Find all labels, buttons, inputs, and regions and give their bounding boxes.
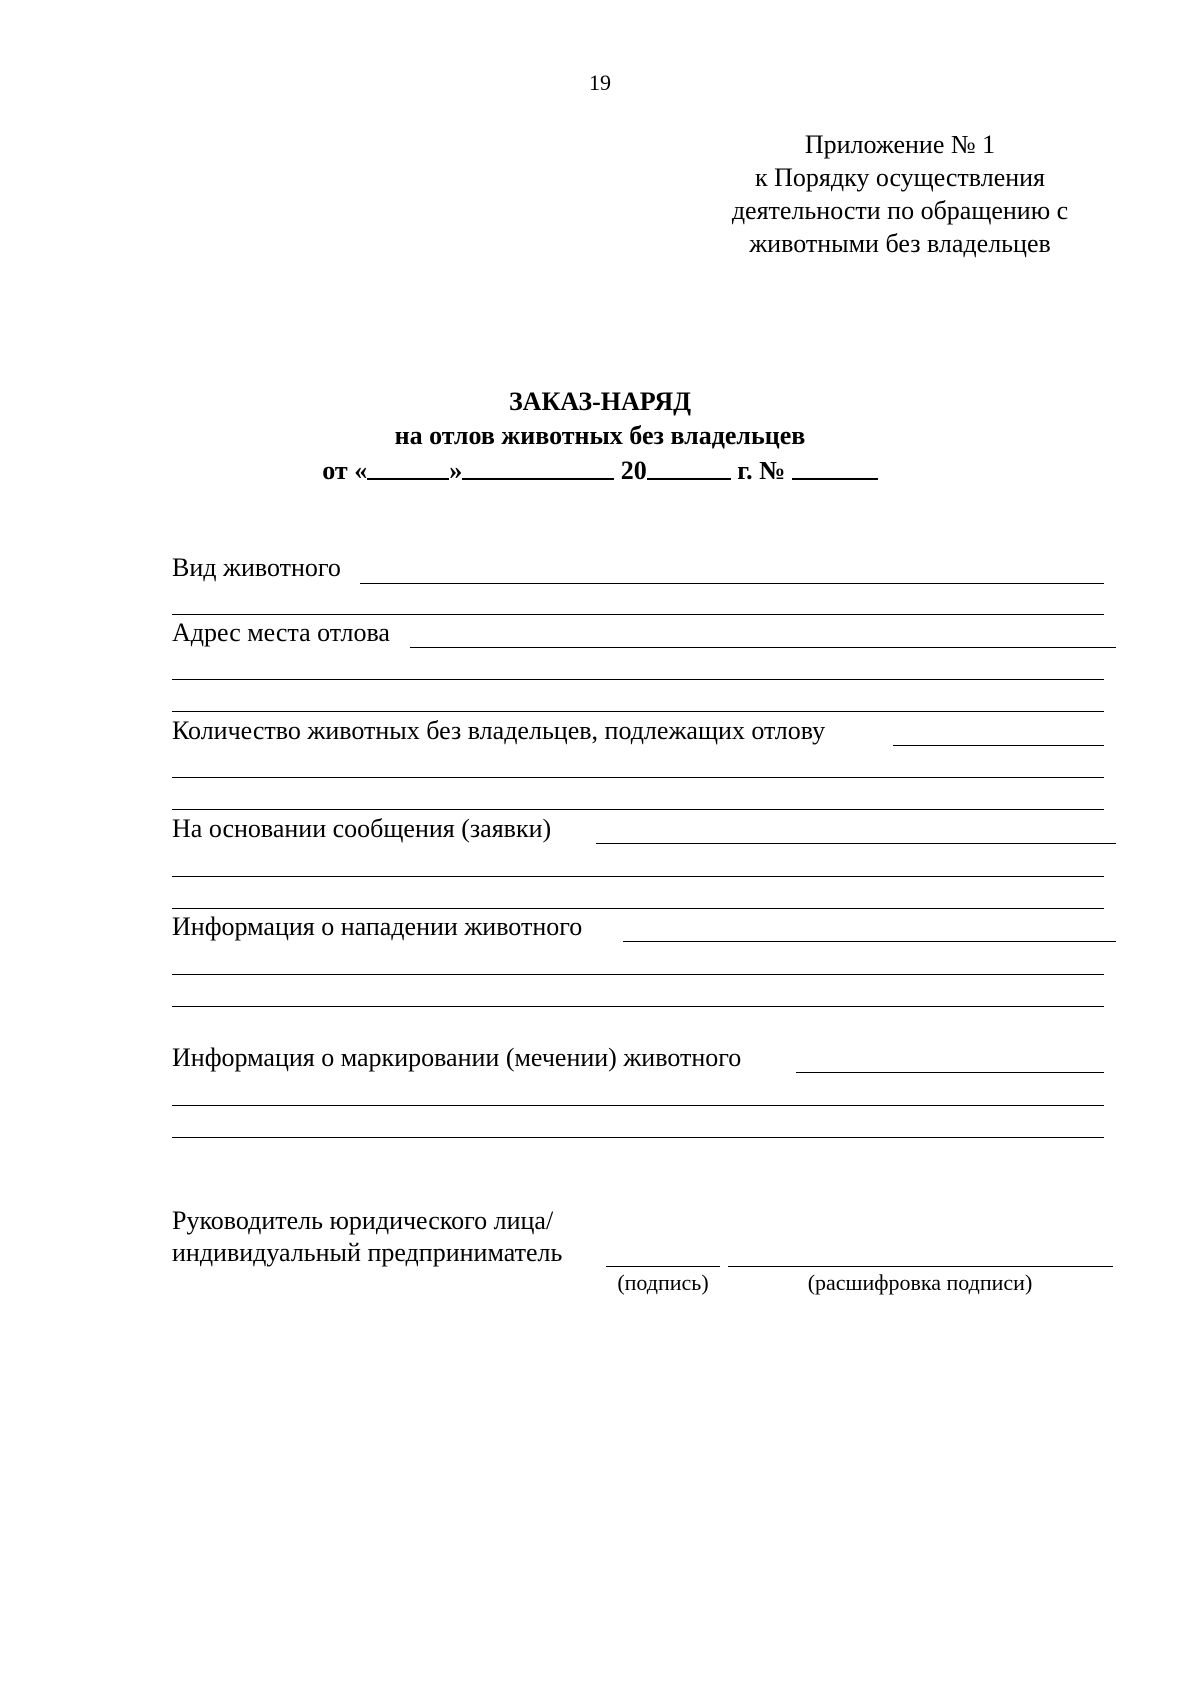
animal-count-extra-line[interactable] [172,809,1104,810]
field-label: Информация о маркировании (мечении) животного [172,1043,742,1072]
document-title: ЗАКАЗ-НАРЯД [508,387,692,416]
appendix-line: Приложение № 1 [804,130,996,159]
attack-info-extra-line[interactable] [172,1006,1104,1007]
attack-info-extra-line[interactable] [172,974,1104,975]
signature-caption: (подпись) [617,1270,709,1295]
appendix-line: животными без владельцев [749,229,1051,258]
field-capture-address [172,618,390,648]
capture-address-extra-line[interactable] [172,679,1104,680]
capture-address-extra-line[interactable] [172,711,1104,712]
date-mid: » [449,456,463,485]
document-date-line [0,454,1200,486]
marking-info-input-line[interactable] [796,1072,1104,1073]
field-attack-info [172,912,582,942]
marking-info-extra-line[interactable] [172,1105,1104,1106]
document-subtitle: на отлов животных без владельцев [394,421,806,450]
field-label: На основании сообщения (заявки) [172,814,552,843]
appendix-line: деятельности по обращению с [731,196,1069,225]
capture-address-input-line[interactable] [410,647,1116,648]
signature-decoding-input-line[interactable] [728,1266,1113,1267]
field-label: Адрес места отлова [172,618,390,647]
request-basis-input-line[interactable] [596,843,1116,844]
field-label: Информация о нападении животного [172,912,583,941]
year-suffix: г. № [737,456,786,485]
request-basis-extra-line[interactable] [172,908,1104,909]
animal-count-input-line[interactable] [893,745,1104,746]
page-number: 19 [589,70,611,95]
month-blank[interactable] [462,454,614,480]
year-blank[interactable] [647,454,731,480]
signature-input-line[interactable] [606,1266,720,1267]
appendix-line: к Порядку осуществления [754,163,1046,192]
field-label: Количество животных без владельцев, подлежащих отлову [172,716,826,745]
date-prefix: от « [322,456,368,485]
animal-type-extra-line[interactable] [172,614,1104,615]
day-blank[interactable] [367,454,449,480]
field-animal-type [172,553,341,583]
signature-role-line1: Руководитель юридического лица/ [172,1206,554,1235]
signature-role-line2: индивидуальный предприниматель [172,1238,563,1267]
field-request-basis [172,814,551,844]
number-blank[interactable] [792,454,878,480]
attack-info-input-line[interactable] [623,941,1116,942]
field-marking-info [172,1043,741,1073]
signature-decoding-caption: (расшифровка подписи) [807,1270,1033,1295]
animal-type-input-line[interactable] [360,583,1104,584]
request-basis-extra-line[interactable] [172,876,1104,877]
year-prefix: 20 [620,456,647,485]
field-animal-count [172,716,825,746]
marking-info-extra-line[interactable] [172,1137,1104,1138]
field-label: Вид животного [172,553,341,582]
appendix-block [690,128,1110,260]
animal-count-extra-line[interactable] [172,777,1104,778]
